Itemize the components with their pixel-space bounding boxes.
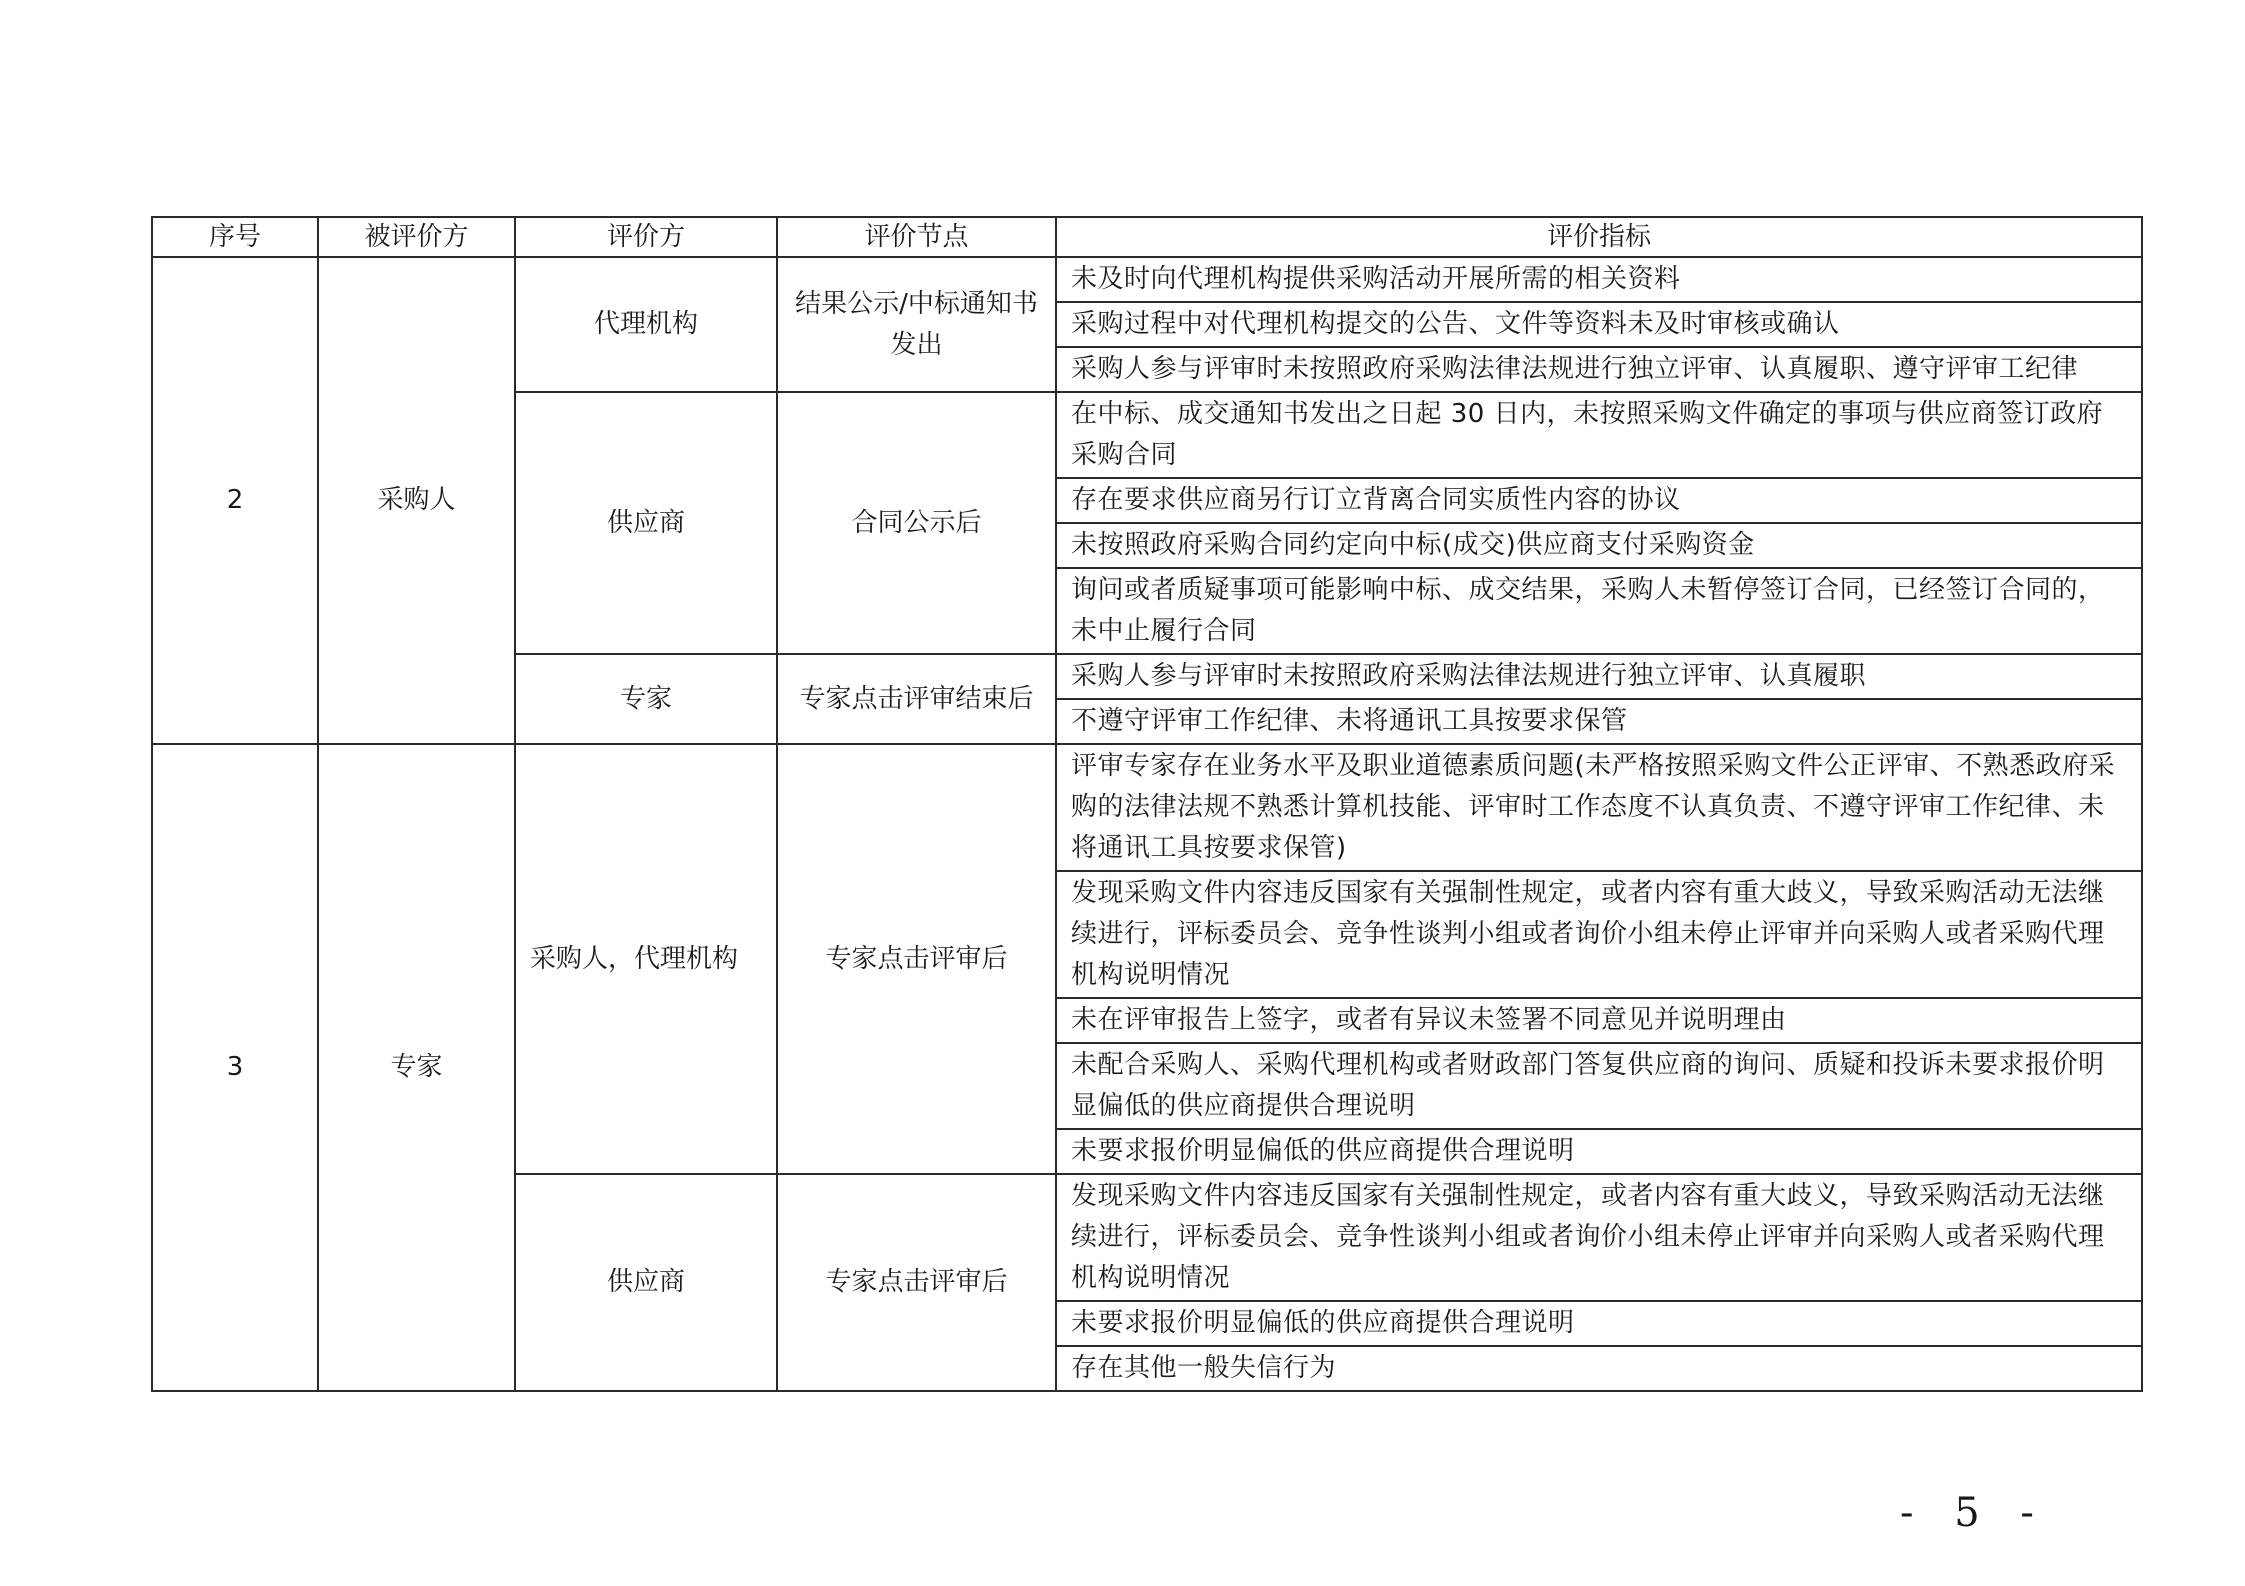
- indicator-cell: 未要求报价明显偏低的供应商提供合理说明: [1056, 1129, 2142, 1174]
- indicator-cell: 发现采购文件内容违反国家有关强制性规定，或者内容有重大歧义，导致采购活动无法继续进行，评标委员会、竞争性谈判小组或者询价小组未停止评审并向采购人或者采购代理机构说明情况: [1056, 871, 2142, 998]
- indicator-cell: 不遵守评审工作纪律、未将通讯工具按要求保管: [1056, 699, 2142, 744]
- evaluator-cell: 采购人，代理机构: [515, 744, 777, 1174]
- table-row: [152, 257, 2142, 302]
- page-number: - 5 -: [1900, 1490, 2048, 1536]
- indicator-cell: 评审专家存在业务水平及职业道德素质问题(未严格按照采购文件公正评审、不熟悉政府采购的法律法规不熟悉计算机技能、评审时工作态度不认真负责、不遵守评审工作纪律、未将通讯工具按要求保管): [1056, 744, 2142, 871]
- indicator-cell: 未要求报价明显偏低的供应商提供合理说明: [1056, 1301, 2142, 1346]
- indicator-cell: 采购人参与评审时未按照政府采购法律法规进行独立评审、认真履职、遵守评审工纪律: [1056, 347, 2142, 392]
- evaluated-party-cell: 专家: [318, 744, 515, 1391]
- evaluator-cell: 代理机构: [515, 257, 777, 392]
- indicator-cell: 未按照政府采购合同约定向中标(成交)供应商支付采购资金: [1056, 523, 2142, 568]
- evaluation-node-cell: 合同公示后: [777, 392, 1056, 654]
- header-evaluation-node: 评价节点: [777, 217, 1056, 257]
- evaluation-node-cell: 专家点击评审后: [777, 744, 1056, 1174]
- evaluation-node-cell: 专家点击评审结束后: [777, 654, 1056, 744]
- evaluator-cell: 供应商: [515, 392, 777, 654]
- indicator-cell: 采购过程中对代理机构提交的公告、文件等资料未及时审核或确认: [1056, 302, 2142, 347]
- header-evaluation-indicator: 评价指标: [1056, 217, 2142, 257]
- indicator-cell: 在中标、成交通知书发出之日起 30 日内，未按照采购文件确定的事项与供应商签订政府采购合同: [1056, 392, 2142, 478]
- header-evaluated-party: 被评价方: [318, 217, 515, 257]
- seq-cell: 3: [152, 744, 318, 1391]
- evaluation-node-cell: 结果公示/中标通知书发出: [777, 257, 1056, 392]
- header-seq: 序号: [152, 217, 318, 257]
- table-header-row: [152, 217, 2142, 257]
- evaluation-table: [151, 216, 2143, 1392]
- indicator-cell: 存在要求供应商另行订立背离合同实质性内容的协议: [1056, 478, 2142, 523]
- indicator-cell: 未在评审报告上签字，或者有异议未签署不同意见并说明理由: [1056, 998, 2142, 1043]
- table-row: [152, 744, 2142, 871]
- indicator-cell: 采购人参与评审时未按照政府采购法律法规进行独立评审、认真履职: [1056, 654, 2142, 699]
- header-evaluator: 评价方: [515, 217, 777, 257]
- indicator-cell: 未配合采购人、采购代理机构或者财政部门答复供应商的询问、质疑和投诉未要求报价明显偏低的供应商提供合理说明: [1056, 1043, 2142, 1129]
- evaluator-cell: 专家: [515, 654, 777, 744]
- indicator-cell: 询问或者质疑事项可能影响中标、成交结果，采购人未暂停签订合同，已经签订合同的，未中止履行合同: [1056, 568, 2142, 654]
- indicator-cell: 存在其他一般失信行为: [1056, 1346, 2142, 1391]
- indicator-cell: 未及时向代理机构提供采购活动开展所需的相关资料: [1056, 257, 2142, 302]
- evaluator-cell: 供应商: [515, 1174, 777, 1391]
- indicator-cell: 发现采购文件内容违反国家有关强制性规定，或者内容有重大歧义，导致采购活动无法继续进行，评标委员会、竞争性谈判小组或者询价小组未停止评审并向采购人或者采购代理机构说明情况: [1056, 1174, 2142, 1301]
- seq-cell: 2: [152, 257, 318, 744]
- evaluation-node-cell: 专家点击评审后: [777, 1174, 1056, 1391]
- evaluated-party-cell: 采购人: [318, 257, 515, 744]
